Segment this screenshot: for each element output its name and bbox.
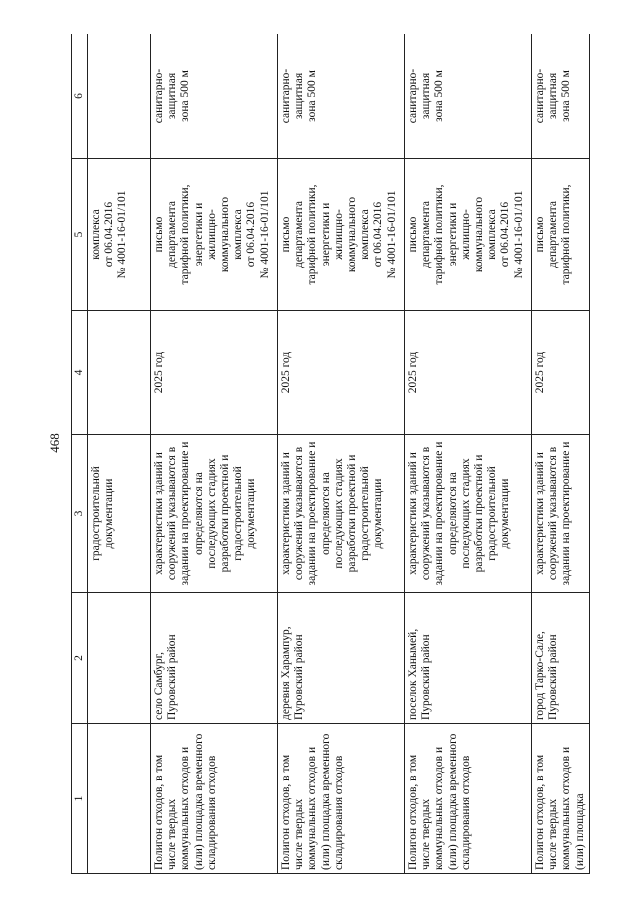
cell-characteristics: характеристики зданий и сооружений указываются в задании на проектирование и определяются на последующих стадиях разработки проектной и градостроительной документации	[278, 435, 405, 593]
table-row	[151, 34, 278, 874]
cell-basis: письмо департамента тарифной политики, энергетики и жилищно- коммунального комплекса от 06.04.2016 № 4001-16-01/101	[278, 159, 405, 311]
cell-object: Полигон отходов, в том числе твердых коммунальных отходов и (или) площадка временного складирования отходов	[151, 724, 278, 874]
header-cell-3: 3	[72, 435, 88, 593]
cell-zone: санитарно- защитная зона 500 м	[405, 34, 532, 159]
cell-empty	[88, 593, 151, 724]
header-row	[72, 34, 88, 874]
header-cell-5: 5	[72, 159, 88, 311]
data-table	[71, 34, 590, 874]
header-cell-2: 2	[72, 593, 88, 724]
header-cell-4: 4	[72, 311, 88, 435]
table-row	[278, 34, 405, 874]
cell-characteristics: характеристики зданий и сооружений указываются в задании на проектирование и	[532, 435, 590, 593]
rotated-table-frame	[71, 34, 596, 874]
table-row	[532, 34, 590, 874]
cell-continuation-characteristics: градостроительной документации	[88, 435, 151, 593]
cell-empty	[88, 34, 151, 159]
cell-year: 2025 год	[405, 311, 532, 435]
cell-basis: письмо департамента тарифной политики, энергетики и жилищно- коммунального комплекса от 06.04.2016 № 4001-16-01/101	[405, 159, 532, 311]
cell-object: Полигон отходов, в том числе твердых коммунальных отходов и (или) площадка временного складирования отходов	[405, 724, 532, 874]
cell-basis: письмо департамента тарифной политики,	[532, 159, 590, 311]
table-row	[405, 34, 532, 874]
cell-zone: санитарно- защитная зона 500 м	[151, 34, 278, 159]
cell-empty	[88, 311, 151, 435]
cell-location: поселок Ханымей, Пуровский район	[405, 593, 532, 724]
cell-object: Полигон отходов, в том числе твердых коммунальных отходов и (или) площадка временного складирования отходов	[278, 724, 405, 874]
header-cell-6: 6	[72, 34, 88, 159]
cell-empty	[88, 724, 151, 874]
cell-year: 2025 год	[278, 311, 405, 435]
cell-zone: санитарно- защитная зона 500 м	[532, 34, 590, 159]
cell-continuation-basis: комплекса от 06.04.2016 № 4001-16-01/101	[88, 159, 151, 311]
cell-location: деревня Харампур, Пуровский район	[278, 593, 405, 724]
continuation-row	[88, 34, 151, 874]
cell-characteristics: характеристики зданий и сооружений указываются в задании на проектирование и определяются на последующих стадиях разработки проектной и градостроительной документации	[405, 435, 532, 593]
cell-object: Полигон отходов, в том числе твердых коммунальных отходов и (или) площадка	[532, 724, 590, 874]
cell-zone: санитарно- защитная зона 500 м	[278, 34, 405, 159]
cell-location: село Самбург, Пуровский район	[151, 593, 278, 724]
cell-basis: письмо департамента тарифной политики, энергетики и жилищно- коммунального комплекса от 06.04.2016 № 4001-16-01/101	[151, 159, 278, 311]
cell-characteristics: характеристики зданий и сооружений указываются в задании на проектирование и определяются на последующих стадиях разработки проектной и градостроительной документации	[151, 435, 278, 593]
rotated-table-content	[71, 34, 596, 874]
cell-location: город Тарко-Сале, Пуровский район	[532, 593, 590, 724]
cell-year: 2025 год	[532, 311, 590, 435]
cell-year: 2025 год	[151, 311, 278, 435]
header-cell-1: 1	[72, 724, 88, 874]
page-number: 468	[47, 433, 62, 453]
